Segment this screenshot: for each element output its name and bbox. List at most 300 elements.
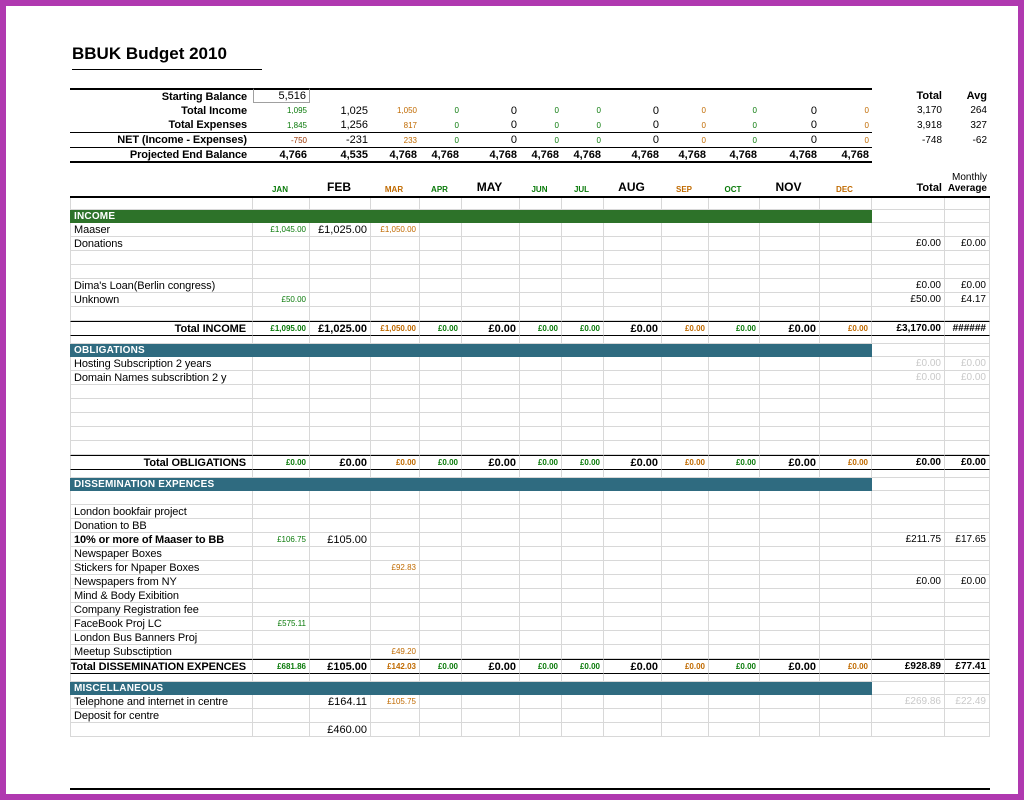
cell-dec[interactable]: [820, 645, 872, 659]
empty-cell[interactable]: [420, 470, 462, 478]
empty-cell[interactable]: [520, 674, 562, 682]
empty-cell[interactable]: [872, 674, 945, 682]
row-label[interactable]: Donation to BB: [70, 519, 253, 533]
cell-nov[interactable]: [760, 413, 820, 427]
row-label[interactable]: [70, 723, 253, 737]
cell-oct[interactable]: [709, 519, 760, 533]
summary-starting-balance-jul[interactable]: [562, 88, 604, 103]
cell-dec[interactable]: [820, 441, 872, 455]
cell-jan[interactable]: [253, 603, 310, 617]
cell-aug[interactable]: [604, 617, 662, 631]
cell-sep[interactable]: [662, 603, 709, 617]
summary-projected-end-balance-jun[interactable]: 4,768: [520, 148, 562, 163]
cell-sep[interactable]: [662, 371, 709, 385]
cell-sep[interactable]: [662, 631, 709, 645]
cell-jan[interactable]: £1,095.00: [253, 321, 310, 336]
cell-jan[interactable]: [253, 695, 310, 709]
cell-avg[interactable]: [945, 631, 990, 645]
cell-feb[interactable]: £1,025.00: [310, 321, 371, 336]
empty-cell[interactable]: [872, 198, 945, 210]
summary-projected-end-balance-jul[interactable]: 4,768: [562, 148, 604, 163]
cell-apr[interactable]: [420, 385, 462, 399]
cell-jan[interactable]: [253, 709, 310, 723]
summary-net-mar[interactable]: 233: [371, 133, 420, 148]
summary-total-income-avg[interactable]: 264: [970, 105, 987, 116]
summary-total-income-nov[interactable]: 0: [810, 104, 817, 117]
cell-dec[interactable]: £0.00: [820, 659, 872, 674]
cell-total[interactable]: £928.89: [872, 659, 945, 674]
cell-feb[interactable]: [310, 307, 371, 321]
cell-apr[interactable]: [420, 491, 462, 505]
cell-jun[interactable]: [520, 413, 562, 427]
corner-cell[interactable]: [70, 166, 253, 198]
column-header-may[interactable]: MAY: [462, 166, 520, 198]
column-header-total[interactable]: Total: [872, 166, 945, 198]
empty-cell[interactable]: [872, 682, 945, 695]
cell-jan[interactable]: £50.00: [253, 293, 310, 307]
cell-nov[interactable]: [760, 547, 820, 561]
empty-cell[interactable]: [820, 198, 872, 210]
row-label[interactable]: Donations: [70, 237, 253, 251]
cell-total[interactable]: £0.00: [872, 279, 945, 293]
empty-cell[interactable]: [872, 344, 945, 357]
cell-apr[interactable]: [420, 603, 462, 617]
cell-jan[interactable]: [253, 519, 310, 533]
row-label[interactable]: [70, 441, 253, 455]
cell-may[interactable]: [462, 491, 520, 505]
cell-jan[interactable]: [253, 441, 310, 455]
cell-jan[interactable]: [253, 547, 310, 561]
cell-sep[interactable]: [662, 505, 709, 519]
cell-dec[interactable]: [820, 357, 872, 371]
empty-cell[interactable]: [562, 674, 604, 682]
cell-may[interactable]: [462, 695, 520, 709]
row-label[interactable]: [70, 307, 253, 321]
summary-total-income-jan[interactable]: 1,095: [286, 106, 307, 115]
cell-total[interactable]: £3,170.00: [872, 321, 945, 336]
empty-cell[interactable]: [945, 470, 990, 478]
summary-total-income-total[interactable]: 3,170: [916, 105, 942, 116]
row-label[interactable]: [70, 413, 253, 427]
row-label[interactable]: 10% or more of Maaser to BB: [70, 533, 253, 547]
cell-aug[interactable]: [604, 265, 662, 279]
cell-jul[interactable]: [562, 413, 604, 427]
empty-cell[interactable]: [820, 470, 872, 478]
row-label[interactable]: London Bus Banners Proj: [70, 631, 253, 645]
cell-feb[interactable]: [310, 603, 371, 617]
cell-jul[interactable]: [562, 441, 604, 455]
cell-dec[interactable]: [820, 723, 872, 737]
cell-oct[interactable]: [709, 385, 760, 399]
cell-apr[interactable]: [420, 223, 462, 237]
cell-dec[interactable]: [820, 603, 872, 617]
cell-feb[interactable]: £105.00: [310, 659, 371, 674]
cell-mar[interactable]: £49.20: [371, 645, 420, 659]
cell-apr[interactable]: [420, 723, 462, 737]
cell-avg[interactable]: [945, 413, 990, 427]
empty-cell[interactable]: [662, 198, 709, 210]
cell-feb[interactable]: [310, 547, 371, 561]
summary-label-total-income[interactable]: Total Income: [181, 104, 247, 117]
empty-cell[interactable]: [820, 336, 872, 344]
cell-may[interactable]: [462, 561, 520, 575]
cell-jun[interactable]: [520, 357, 562, 371]
empty-cell[interactable]: [872, 336, 945, 344]
empty-cell[interactable]: [462, 336, 520, 344]
cell-dec[interactable]: [820, 413, 872, 427]
cell-oct[interactable]: [709, 279, 760, 293]
cell-may[interactable]: £0.00: [462, 659, 520, 674]
cell-jan[interactable]: [253, 561, 310, 575]
cell-oct[interactable]: [709, 293, 760, 307]
cell-avg[interactable]: [945, 709, 990, 723]
empty-cell[interactable]: [709, 470, 760, 478]
empty-cell[interactable]: [760, 470, 820, 478]
row-label[interactable]: Meetup Subsctiption: [70, 645, 253, 659]
cell-total[interactable]: £50.00: [872, 293, 945, 307]
cell-jul[interactable]: [562, 385, 604, 399]
summary-net-nov[interactable]: 0: [760, 133, 820, 148]
cell-mar[interactable]: [371, 547, 420, 561]
cell-apr[interactable]: [420, 519, 462, 533]
summary-total-income-jul[interactable]: 0: [596, 106, 601, 115]
cell-mar[interactable]: [371, 617, 420, 631]
empty-cell[interactable]: [70, 470, 253, 478]
summary-header-avg[interactable]: Avg: [966, 89, 987, 102]
empty-cell[interactable]: [945, 344, 990, 357]
cell-jun[interactable]: [520, 631, 562, 645]
cell-jan[interactable]: [253, 279, 310, 293]
starting-balance-value[interactable]: 5,516: [253, 88, 310, 103]
column-header-oct[interactable]: OCT: [709, 166, 760, 198]
cell-jun[interactable]: [520, 533, 562, 547]
summary-projected-end-balance-may[interactable]: 4,768: [462, 148, 520, 163]
cell-total[interactable]: [872, 491, 945, 505]
cell-jan[interactable]: [253, 413, 310, 427]
summary-total-expenses-dec[interactable]: 0: [820, 118, 872, 133]
cell-total[interactable]: [872, 427, 945, 441]
row-label[interactable]: [70, 385, 253, 399]
cell-nov[interactable]: [760, 709, 820, 723]
empty-cell[interactable]: [371, 198, 420, 210]
cell-feb[interactable]: [310, 617, 371, 631]
summary-total-income-feb[interactable]: 1,025: [340, 104, 368, 117]
cell-aug[interactable]: [604, 695, 662, 709]
cell-dec[interactable]: [820, 505, 872, 519]
cell-dec[interactable]: [820, 251, 872, 265]
cell-jan[interactable]: [253, 251, 310, 265]
cell-jan[interactable]: [253, 427, 310, 441]
cell-jun[interactable]: [520, 293, 562, 307]
cell-dec[interactable]: [820, 533, 872, 547]
cell-dec[interactable]: [820, 279, 872, 293]
summary-projected-end-balance-aug[interactable]: 4,768: [604, 148, 662, 163]
summary-starting-balance-may[interactable]: [462, 88, 520, 103]
column-header-jan[interactable]: JAN: [253, 166, 310, 198]
cell-jun[interactable]: [520, 441, 562, 455]
cell-jan[interactable]: [253, 357, 310, 371]
cell-may[interactable]: [462, 371, 520, 385]
cell-nov[interactable]: [760, 223, 820, 237]
summary-total-income-aug[interactable]: 0: [652, 104, 659, 117]
cell-total[interactable]: [872, 307, 945, 321]
summary-label-starting-balance[interactable]: Starting Balance: [70, 88, 253, 103]
cell-nov[interactable]: [760, 723, 820, 737]
cell-nov[interactable]: [760, 251, 820, 265]
cell-sep[interactable]: [662, 279, 709, 293]
cell-apr[interactable]: [420, 357, 462, 371]
section-title-dissemination[interactable]: DISSEMINATION EXPENCES: [70, 478, 872, 491]
cell-avg[interactable]: £4.17: [945, 293, 990, 307]
empty-cell[interactable]: [604, 674, 662, 682]
summary-total-income-apr[interactable]: 0: [454, 106, 459, 115]
empty-cell[interactable]: [462, 198, 520, 210]
cell-avg[interactable]: [945, 251, 990, 265]
cell-sep[interactable]: [662, 237, 709, 251]
cell-may[interactable]: [462, 645, 520, 659]
summary-projected-end-balance-feb[interactable]: 4,535: [310, 148, 371, 163]
cell-feb[interactable]: £105.00: [310, 533, 371, 547]
cell-total[interactable]: [872, 603, 945, 617]
summary-total-income-may[interactable]: 0: [510, 104, 517, 117]
cell-apr[interactable]: [420, 645, 462, 659]
cell-total[interactable]: [872, 561, 945, 575]
cell-total[interactable]: [872, 723, 945, 737]
cell-apr[interactable]: [420, 371, 462, 385]
cell-nov[interactable]: £0.00: [760, 321, 820, 336]
cell-aug[interactable]: [604, 293, 662, 307]
summary-starting-balance-aug[interactable]: [604, 88, 662, 103]
cell-dec[interactable]: [820, 237, 872, 251]
cell-jan[interactable]: [253, 265, 310, 279]
row-label[interactable]: Dima's Loan(Berlin congress): [70, 279, 253, 293]
cell-sep[interactable]: [662, 575, 709, 589]
cell-total[interactable]: [872, 645, 945, 659]
cell-avg[interactable]: [945, 491, 990, 505]
summary-projected-end-balance-mar[interactable]: 4,768: [371, 148, 420, 163]
section-title-miscellaneous[interactable]: MISCELLANEOUS: [70, 682, 872, 695]
cell-apr[interactable]: [420, 441, 462, 455]
cell-jul[interactable]: £0.00: [562, 321, 604, 336]
cell-nov[interactable]: [760, 371, 820, 385]
cell-feb[interactable]: [310, 279, 371, 293]
cell-feb[interactable]: £460.00: [310, 723, 371, 737]
cell-may[interactable]: [462, 265, 520, 279]
cell-jun[interactable]: [520, 547, 562, 561]
cell-feb[interactable]: [310, 385, 371, 399]
cell-mar[interactable]: [371, 505, 420, 519]
row-label[interactable]: Newspapers from NY: [70, 575, 253, 589]
summary-total-expenses-apr[interactable]: 0: [420, 118, 462, 133]
summary-net-sep[interactable]: 0: [662, 133, 709, 148]
summary-starting-balance-oct[interactable]: [709, 88, 760, 103]
cell-mar[interactable]: [371, 519, 420, 533]
cell-avg[interactable]: [945, 645, 990, 659]
cell-jan[interactable]: £0.00: [253, 455, 310, 470]
cell-may[interactable]: [462, 307, 520, 321]
cell-aug[interactable]: £0.00: [604, 321, 662, 336]
empty-cell[interactable]: [310, 198, 371, 210]
cell-avg[interactable]: [945, 603, 990, 617]
cell-may[interactable]: [462, 589, 520, 603]
summary-net-feb[interactable]: -231: [310, 133, 371, 148]
cell-avg[interactable]: [945, 427, 990, 441]
cell-mar[interactable]: £0.00: [371, 455, 420, 470]
summary-projected-end-balance-oct[interactable]: 4,768: [709, 148, 760, 163]
cell-aug[interactable]: [604, 505, 662, 519]
cell-apr[interactable]: [420, 237, 462, 251]
cell-jun[interactable]: [520, 385, 562, 399]
cell-may[interactable]: £0.00: [462, 455, 520, 470]
cell-jun[interactable]: [520, 251, 562, 265]
empty-cell[interactable]: [70, 674, 253, 682]
cell-apr[interactable]: [420, 547, 462, 561]
empty-cell[interactable]: [253, 674, 310, 682]
cell-aug[interactable]: [604, 385, 662, 399]
cell-mar[interactable]: [371, 279, 420, 293]
summary-starting-balance-mar[interactable]: [371, 88, 420, 103]
cell-jul[interactable]: [562, 575, 604, 589]
summary-starting-balance-apr[interactable]: [420, 88, 462, 103]
cell-nov[interactable]: [760, 427, 820, 441]
summary-net-jun[interactable]: 0: [520, 133, 562, 148]
cell-jun[interactable]: [520, 371, 562, 385]
empty-cell[interactable]: [420, 198, 462, 210]
cell-oct[interactable]: [709, 237, 760, 251]
cell-jun[interactable]: £0.00: [520, 659, 562, 674]
empty-cell[interactable]: [945, 336, 990, 344]
cell-jan[interactable]: [253, 589, 310, 603]
cell-total[interactable]: £269.86: [872, 695, 945, 709]
cell-mar[interactable]: [371, 575, 420, 589]
row-label[interactable]: Maaser: [70, 223, 253, 237]
cell-oct[interactable]: [709, 533, 760, 547]
cell-mar[interactable]: [371, 265, 420, 279]
summary-net-dec[interactable]: 0: [820, 133, 872, 148]
cell-sep[interactable]: [662, 645, 709, 659]
column-header-feb[interactable]: FEB: [310, 166, 371, 198]
cell-total[interactable]: [872, 413, 945, 427]
cell-mar[interactable]: [371, 441, 420, 455]
cell-jun[interactable]: [520, 695, 562, 709]
cell-may[interactable]: [462, 399, 520, 413]
empty-cell[interactable]: [253, 336, 310, 344]
cell-avg[interactable]: ######: [945, 321, 990, 336]
cell-mar[interactable]: [371, 357, 420, 371]
empty-cell[interactable]: [662, 470, 709, 478]
cell-jun[interactable]: [520, 491, 562, 505]
cell-sep[interactable]: [662, 695, 709, 709]
cell-nov[interactable]: [760, 561, 820, 575]
cell-jan[interactable]: [253, 645, 310, 659]
cell-jul[interactable]: [562, 505, 604, 519]
cell-oct[interactable]: [709, 631, 760, 645]
cell-total[interactable]: £0.00: [872, 575, 945, 589]
cell-jan[interactable]: £681.86: [253, 659, 310, 674]
cell-may[interactable]: [462, 441, 520, 455]
cell-may[interactable]: [462, 251, 520, 265]
cell-may[interactable]: [462, 293, 520, 307]
cell-avg[interactable]: £0.00: [945, 455, 990, 470]
cell-jul[interactable]: [562, 307, 604, 321]
cell-jun[interactable]: [520, 399, 562, 413]
cell-may[interactable]: [462, 279, 520, 293]
cell-jul[interactable]: [562, 265, 604, 279]
summary-total-income-sep[interactable]: 0: [701, 106, 706, 115]
cell-jan[interactable]: [253, 723, 310, 737]
cell-avg[interactable]: [945, 723, 990, 737]
summary-total-expenses-may[interactable]: 0: [462, 118, 520, 133]
cell-may[interactable]: [462, 505, 520, 519]
cell-jul[interactable]: [562, 603, 604, 617]
cell-may[interactable]: [462, 709, 520, 723]
empty-cell[interactable]: [760, 336, 820, 344]
row-label[interactable]: Stickers for Npaper Boxes: [70, 561, 253, 575]
cell-sep[interactable]: £0.00: [662, 321, 709, 336]
empty-cell[interactable]: [662, 674, 709, 682]
cell-dec[interactable]: [820, 589, 872, 603]
cell-oct[interactable]: [709, 413, 760, 427]
cell-aug[interactable]: [604, 307, 662, 321]
cell-nov[interactable]: £0.00: [760, 659, 820, 674]
summary-projected-end-balance-nov[interactable]: 4,768: [760, 148, 820, 163]
cell-nov[interactable]: [760, 441, 820, 455]
cell-feb[interactable]: [310, 413, 371, 427]
empty-cell[interactable]: [945, 674, 990, 682]
cell-dec[interactable]: [820, 293, 872, 307]
empty-cell[interactable]: [945, 198, 990, 210]
empty-cell[interactable]: [945, 682, 990, 695]
cell-sep[interactable]: [662, 223, 709, 237]
cell-nov[interactable]: [760, 265, 820, 279]
cell-oct[interactable]: [709, 251, 760, 265]
cell-apr[interactable]: [420, 589, 462, 603]
empty-cell[interactable]: [760, 674, 820, 682]
cell-jul[interactable]: [562, 561, 604, 575]
summary-total-expenses-total[interactable]: 3,918: [916, 120, 942, 131]
cell-total[interactable]: £211.75: [872, 533, 945, 547]
cell-jan[interactable]: [253, 237, 310, 251]
cell-apr[interactable]: [420, 533, 462, 547]
summary-net-jul[interactable]: 0: [562, 133, 604, 148]
cell-dec[interactable]: [820, 695, 872, 709]
cell-jul[interactable]: [562, 251, 604, 265]
cell-avg[interactable]: £0.00: [945, 279, 990, 293]
section-title-income[interactable]: INCOME: [70, 210, 872, 223]
summary-projected-end-balance-total[interactable]: [872, 148, 945, 163]
cell-oct[interactable]: [709, 603, 760, 617]
cell-aug[interactable]: [604, 561, 662, 575]
cell-jun[interactable]: [520, 709, 562, 723]
summary-label-net[interactable]: NET (Income - Expenses): [70, 133, 253, 148]
cell-apr[interactable]: [420, 427, 462, 441]
cell-nov[interactable]: [760, 617, 820, 631]
cell-aug[interactable]: [604, 441, 662, 455]
row-label[interactable]: Telephone and internet in centre: [70, 695, 253, 709]
cell-nov[interactable]: [760, 589, 820, 603]
row-label[interactable]: [70, 399, 253, 413]
cell-sep[interactable]: [662, 427, 709, 441]
cell-nov[interactable]: [760, 603, 820, 617]
cell-jul[interactable]: [562, 695, 604, 709]
cell-jul[interactable]: [562, 533, 604, 547]
cell-jul[interactable]: [562, 631, 604, 645]
cell-jul[interactable]: [562, 279, 604, 293]
section-title-obligations[interactable]: OBLIGATIONS: [70, 344, 872, 357]
empty-cell[interactable]: [520, 470, 562, 478]
cell-sep[interactable]: [662, 547, 709, 561]
cell-oct[interactable]: [709, 575, 760, 589]
